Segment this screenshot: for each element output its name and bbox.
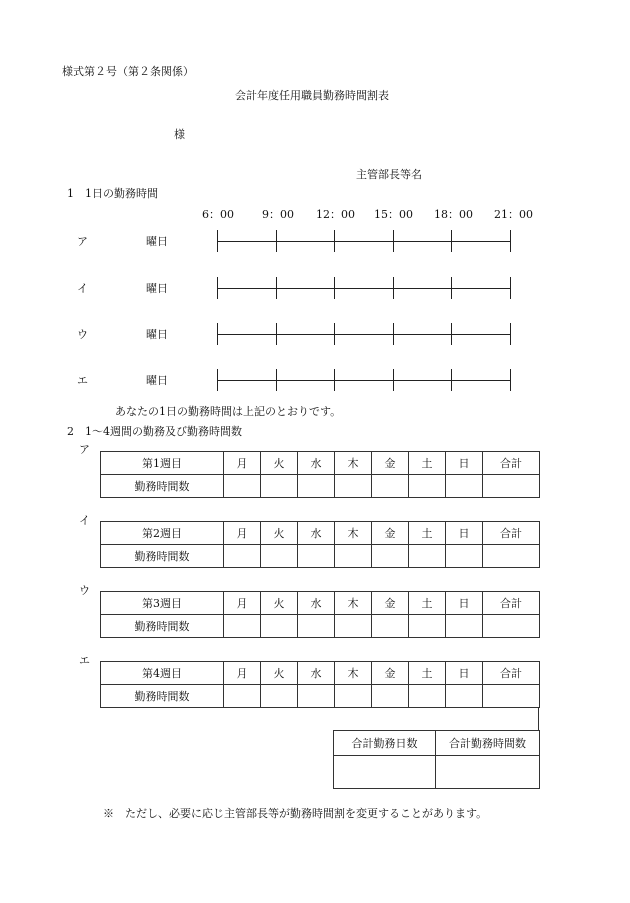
day-header: 金: [372, 592, 409, 615]
day-header: 日: [446, 522, 483, 545]
hours-cell: [298, 685, 335, 708]
week-table: [100, 661, 540, 708]
addressee-suffix: 様: [174, 128, 185, 141]
day-header: 木: [335, 662, 372, 685]
week-mark: ア: [79, 443, 90, 456]
hours-cell: [298, 615, 335, 638]
day-header: 土: [409, 592, 446, 615]
day-header: 水: [298, 522, 335, 545]
hours-cell: [261, 475, 298, 498]
total-header: 合計: [483, 662, 540, 685]
day-header: 月: [224, 662, 261, 685]
total-header: 合計: [483, 592, 540, 615]
week-mark: エ: [79, 654, 90, 667]
time-label: 15：00: [374, 208, 413, 221]
time-label: 12：00: [316, 208, 355, 221]
total-days-cell: [334, 756, 436, 789]
day-header: 火: [261, 592, 298, 615]
hours-cell: [372, 615, 409, 638]
day-header: 土: [409, 662, 446, 685]
hours-label: 勤務時間数: [101, 685, 224, 708]
hours-cell: [446, 615, 483, 638]
day-header: 水: [298, 452, 335, 475]
hours-total-cell: [483, 685, 540, 708]
day-header: 火: [261, 662, 298, 685]
week-label: 第1週目: [101, 452, 224, 475]
day-header: 月: [224, 452, 261, 475]
week-label: 第4週目: [101, 662, 224, 685]
hours-cell: [409, 475, 446, 498]
hours-cell: [446, 475, 483, 498]
total-header: 合計: [483, 452, 540, 475]
row-mark: ア: [77, 235, 88, 248]
weekday-label: 曜日: [146, 282, 168, 295]
hours-cell: [446, 545, 483, 568]
day-header: 土: [409, 522, 446, 545]
day-header: 木: [335, 522, 372, 545]
hours-cell: [446, 685, 483, 708]
hours-cell: [298, 475, 335, 498]
section2-heading: 2 1～4週間の勤務及び勤務時間数: [67, 425, 242, 438]
hours-total-cell: [483, 475, 540, 498]
summary-connector: [538, 707, 539, 731]
time-label: 21：00: [494, 208, 533, 221]
total-header: 合計: [483, 522, 540, 545]
week-label: 第3週目: [101, 592, 224, 615]
hours-cell: [372, 685, 409, 708]
day-header: 日: [446, 452, 483, 475]
day-header: 火: [261, 452, 298, 475]
total-days-header: 合計勤務日数: [334, 731, 436, 756]
day-header: 水: [298, 662, 335, 685]
section1-note: あなたの1日の勤務時間は上記のとおりです。: [115, 405, 342, 418]
issuer-name-label: 主管部長等名: [356, 168, 422, 181]
day-header: 金: [372, 662, 409, 685]
weekday-label: 曜日: [146, 328, 168, 341]
week-mark: ウ: [79, 584, 90, 597]
day-header: 金: [372, 522, 409, 545]
row-mark: イ: [77, 282, 88, 295]
hours-label: 勤務時間数: [101, 615, 224, 638]
day-header: 土: [409, 452, 446, 475]
hours-cell: [261, 615, 298, 638]
hours-label: 勤務時間数: [101, 475, 224, 498]
hours-cell: [335, 545, 372, 568]
week-label: 第2週目: [101, 522, 224, 545]
total-hours-header: 合計勤務時間数: [436, 731, 540, 756]
hours-label: 勤務時間数: [101, 545, 224, 568]
row-mark: ウ: [77, 328, 88, 341]
hours-cell: [224, 475, 261, 498]
day-header: 日: [446, 662, 483, 685]
hours-cell: [372, 545, 409, 568]
section1-heading: 1 1日の勤務時間: [67, 187, 158, 200]
hours-cell: [261, 685, 298, 708]
day-header: 木: [335, 452, 372, 475]
total-hours-cell: [436, 756, 540, 789]
day-header: 金: [372, 452, 409, 475]
week-mark: イ: [79, 514, 90, 527]
week-table: [100, 591, 540, 638]
time-label: 18：00: [434, 208, 473, 221]
hours-cell: [298, 545, 335, 568]
week-table: [100, 521, 540, 568]
hours-cell: [224, 685, 261, 708]
weekday-label: 曜日: [146, 374, 168, 387]
hours-cell: [335, 475, 372, 498]
hours-cell: [409, 545, 446, 568]
weekday-label: 曜日: [146, 235, 168, 248]
day-header: 日: [446, 592, 483, 615]
row-mark: エ: [77, 374, 88, 387]
hours-cell: [409, 615, 446, 638]
hours-cell: [224, 615, 261, 638]
hours-cell: [335, 615, 372, 638]
day-header: 火: [261, 522, 298, 545]
hours-cell: [261, 545, 298, 568]
document-title: 会計年度任用職員勤務時間割表: [235, 89, 389, 102]
hours-total-cell: [483, 545, 540, 568]
day-header: 水: [298, 592, 335, 615]
hours-cell: [409, 685, 446, 708]
footnote: ※ ただし、必要に応じ主管部長等が勤務時間割を変更することがあります。: [103, 807, 488, 820]
hours-cell: [224, 545, 261, 568]
hours-total-cell: [483, 615, 540, 638]
day-header: 月: [224, 592, 261, 615]
time-label: 6：00: [202, 208, 234, 221]
time-label: 9：00: [262, 208, 294, 221]
form-number: 様式第２号（第２条関係）: [62, 65, 194, 78]
day-header: 月: [224, 522, 261, 545]
week-table: [100, 451, 540, 498]
day-header: 木: [335, 592, 372, 615]
summary-table: [333, 730, 540, 789]
hours-cell: [335, 685, 372, 708]
hours-cell: [372, 475, 409, 498]
